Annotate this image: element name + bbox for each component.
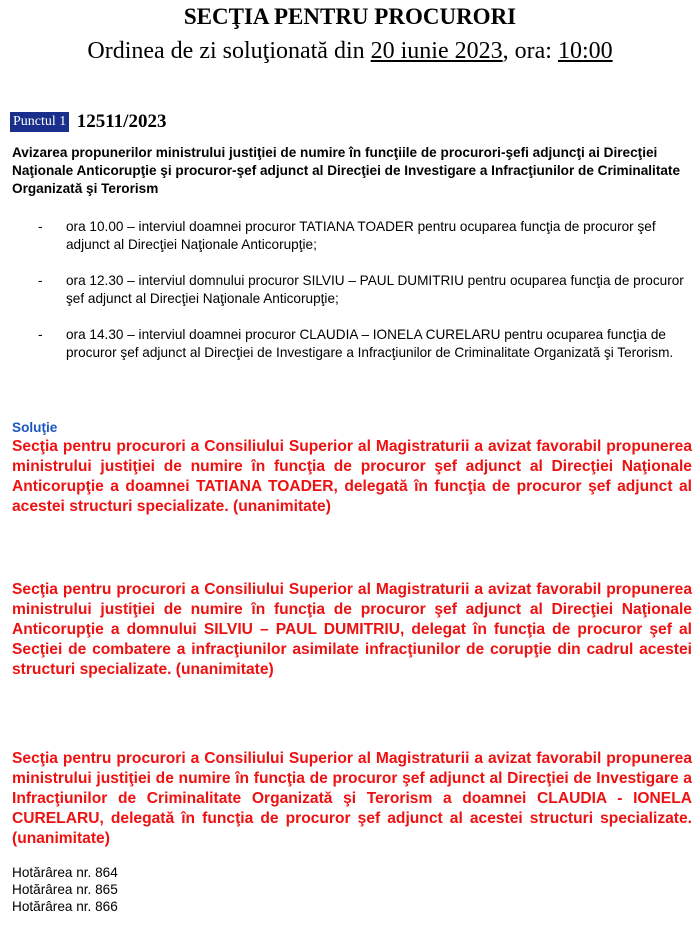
agenda-item-description: Avizarea propunerilor ministrului justiţiei de numire în funcţiile de procurori-şefi adjuncţi ai Direcţiei Naţionale Anticorupţie şi procuror-şef adjunct al Direcţiei de Investigare a Infracţiunilor de Criminalitate Organizată şi Terorism [12,145,681,196]
agenda-item-header [10,110,166,134]
list-item [38,272,688,308]
solution-paragraph: Secţia pentru procurori a Consiliului Superior al Magistraturii a avizat favorabil propunerea ministrului justiţiei de numire în funcţia de procuror şef adjunct al Direcţiei Naţionale Anticorupţie a doamnei TATIANA TOADER, delegată în funcţia de procuror şef adjunct al acestei structuri specializate. (unanimitate) [12,438,692,515]
page-subtitle [0,36,700,66]
list-item [38,326,688,362]
bullet-dash: - [38,273,43,288]
decision-list [12,864,118,915]
meeting-time: 10:00 [557,38,613,64]
solution-label: Soluţie [12,420,58,435]
bullet-dash: - [38,327,43,342]
solution-paragraph: Secţia pentru procurori a Consiliului Superior al Magistraturii a avizat favorabil propunerea ministrului justiţiei de numire în funcţia de procuror şef adjunct al Direcţiei de Investigare a Infracţiunilor de Criminalitate Organizată şi Terorism a doamnei CLAUDIA - IONELA CURELARU, delegată în funcţia de procuror şef adjunct al acestei structuri specializate. (unanimitate) [12,750,692,847]
schedule-text: ora 10.00 – interviul doamnei procuror TATIANA TOADER pentru ocuparea funcţia de procuror şef adjunct al Direcţiei Naţionale Anticorupţie; [66,219,656,252]
subtitle-prefix: Ordinea de zi soluţionată din [87,38,371,64]
decision-number: Hotărârea nr. 864 [12,865,118,880]
bullet-dash: - [38,219,43,234]
agenda-item-badge: Punctul 1 [10,112,69,132]
decision-number: Hotărârea nr. 865 [12,882,118,897]
decision-number: Hotărârea nr. 866 [12,899,118,914]
schedule-text: ora 14.30 – interviul doamnei procuror CLAUDIA – IONELA CURELARU pentru ocuparea funcţia de procuror şef adjunct al Direcţiei de Investigare a Infracţiunilor de Criminalitate Organizată şi Terorism. [66,327,674,360]
solution-paragraph: Secţia pentru procurori a Consiliului Superior al Magistraturii a avizat favorabil propunerea ministrului justiţiei de numire în funcţia de procuror şef adjunct al Direcţiei Naţionale Anticorupţie a domnului SILVIU – PAUL DUMITRIU, delegat în funcţia de procuror şef al Secţiei de combatere a infracţiunilor asimilate infracţiunilor de corupţie din cadrul acestei structuri specializate. (unanimitate) [12,581,692,678]
list-item [38,218,688,254]
interview-schedule [38,218,688,380]
page-title: SECŢIA PENTRU PROCURORI [183,4,517,29]
case-number: 12511/2023 [76,111,167,132]
meeting-date: 20 iunie 2023 [370,38,503,64]
schedule-text: ora 12.30 – interviul domnului procuror SILVIU – PAUL DUMITRIU pentru ocuparea funcţia de procuror şef adjunct al Direcţiei Naţionale Anticorupţie; [66,273,684,306]
subtitle-mid: , ora: [502,38,558,64]
